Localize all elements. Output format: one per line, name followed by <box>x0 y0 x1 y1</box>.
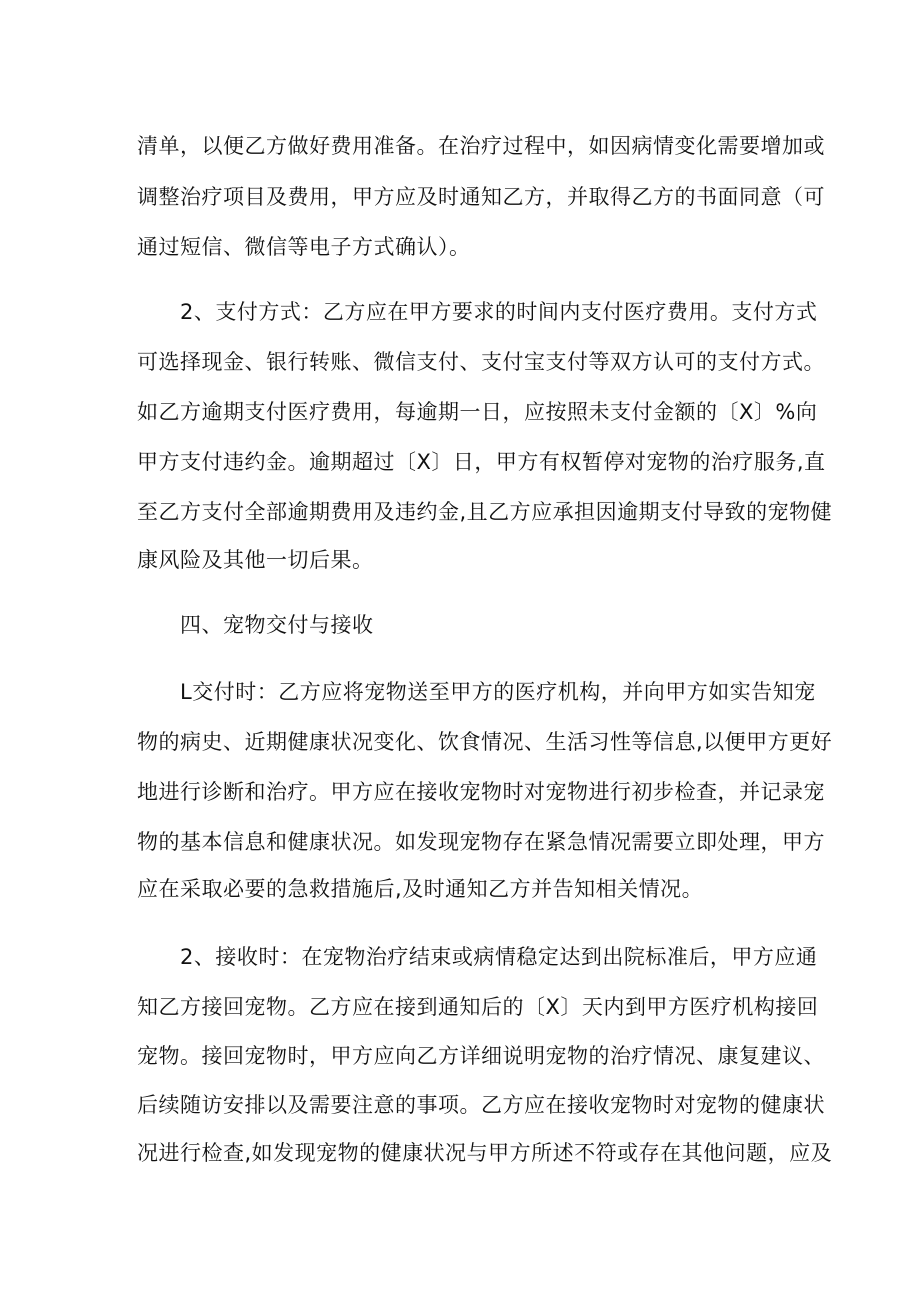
paragraph-2-line-5: 至乙方支付全部逾期费用及违约金,且乙方应承担因逾期支付导致的宠物健 <box>137 500 833 524</box>
paragraph-1-line-1: 清单，以便乙方做好费用准备。在治疗过程中，如因病情变化需要增加或 <box>137 134 825 158</box>
paragraph-3-line-3: 地进行诊断和治疗。甲方应在接收宠物时对宠物进行初步检查，并记录宠 <box>137 780 825 804</box>
paragraph-4-line-1: 2、接收时：在宠物治疗结束或病情稳定达到出院标准后，甲方应通 <box>180 945 818 969</box>
paragraph-3-line-2: 物的病史、近期健康状况变化、饮食情况、生活习性等信息,以便甲方更好 <box>137 730 833 754</box>
paragraph-2-line-6: 康风险及其他一切后果。 <box>137 548 374 572</box>
paragraph-3-line-4: 物的基本信息和健康状况。如发现宠物存在紧急情况需要立即处理，甲方 <box>137 830 825 854</box>
paragraph-4-line-3: 宠物。接回宠物时，甲方应向乙方详细说明宠物的治疗情况、康复建议、 <box>137 1044 825 1068</box>
section-heading: 四、宠物交付与接收 <box>180 613 374 637</box>
paragraph-2-line-2: 可选择现金、银行转账、微信支付、支付宝支付等双方认可的支付方式。 <box>137 350 825 374</box>
paragraph-2-line-1: 2、支付方式：乙方应在甲方要求的时间内支付医疗费用。支付方式 <box>180 300 818 324</box>
paragraph-4-line-2: 知乙方接回宠物。乙方应在接到通知后的〔X〕天内到甲方医疗机构接回 <box>137 995 819 1019</box>
paragraph-3-line-5: 应在采取必要的急救措施后,及时通知乙方并告知相关情况。 <box>137 877 704 901</box>
paragraph-3-line-1: L交付时：乙方应将宠物送至甲方的医疗机构，并向甲方如实告知宠 <box>180 680 816 704</box>
paragraph-1-line-2: 调整治疗项目及费用，甲方应及时通知乙方，并取得乙方的书面同意（可 <box>137 185 825 209</box>
paragraph-2-line-4: 甲方支付违约金。逾期超过〔X〕日，甲方有权暂停对宠物的治疗服务,直 <box>137 450 826 474</box>
paragraph-1-line-3: 通过短信、微信等电子方式确认）。 <box>137 235 471 259</box>
paragraph-2-line-3: 如乙方逾期支付医疗费用，每逾期一日，应按照未支付金额的〔X〕%向 <box>137 400 818 424</box>
paragraph-4-line-4: 后续随访安排以及需要注意的事项。乙方应在接收宠物时对宠物的健康状 <box>137 1093 825 1117</box>
paragraph-4-line-5: 况进行检查,如发现宠物的健康状况与甲方所述不符或存在其他问题，应及 <box>137 1141 833 1165</box>
